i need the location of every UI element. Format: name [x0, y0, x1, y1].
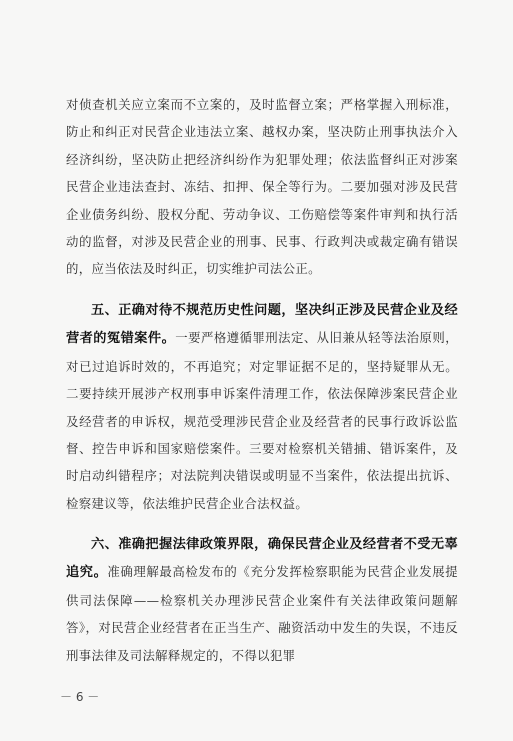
paragraph-text: 对侦查机关应立案而不立案的，及时监督立案；严格掌握入刑标准，防止和纠正对民营企业违法立案、越权办案，坚决防止刑事执法介入经济纠纷，坚决防止把经济纠纷作为犯罪处理；依法监督纠正对涉案民营企业违法查封、冻结、扣押、保全等行为。二要加强对涉及民营企业债务纠纷、股权分配、劳动争议、工伤赔偿等案件审判和执行活动的监督，对涉及民营企业的刑事、民事、行政判决或裁定确有错误的，应当依法及时纠正，切实维护司法公正。 — [66, 97, 458, 277]
page-number: － 6 － — [60, 690, 100, 704]
paragraph-section-five — [66, 296, 458, 517]
section-five-body: 一要严格遵循罪刑法定、从旧兼从轻等法治原则，对已过追诉时效的，不再追究；对定罪证据不足的，坚持疑罪从无。二要持续开展涉产权刑事申诉案件清理工作，依法保障涉案民营企业及经营者的申诉权，规范受理涉民营企业及经营者的民事行政诉讼监督、控告申诉和国家赔偿案件。三要对检察机关错捕、错诉案件，及时启动纠错程序；对法院判决错误或明显不当案件，依法提出抗诉、检察建议等，依法维护民营企业合法权益。 — [66, 330, 458, 511]
paragraph-continuation — [66, 91, 458, 283]
section-six-heading: 六、准确把握法律政策界限，确保民营企业及经营者不受无辜追究。 — [66, 537, 458, 581]
section-five-heading: 五、正确对待不规范历史性问题，坚决纠正涉及民营企业及经营者的冤错案件。 — [66, 303, 458, 347]
paragraph-section-six — [66, 530, 458, 669]
section-six-body: 准确理解最高检发布的《充分发挥检察职能为民营企业发展提供司法保障——检察机关办理涉民营企业案件有关法律政策问题解答》，对民营企业经营者在正当生产、融资活动中发生的失误，不违反刑事法律及司法解释规定的，不得以犯罪 — [66, 564, 458, 663]
